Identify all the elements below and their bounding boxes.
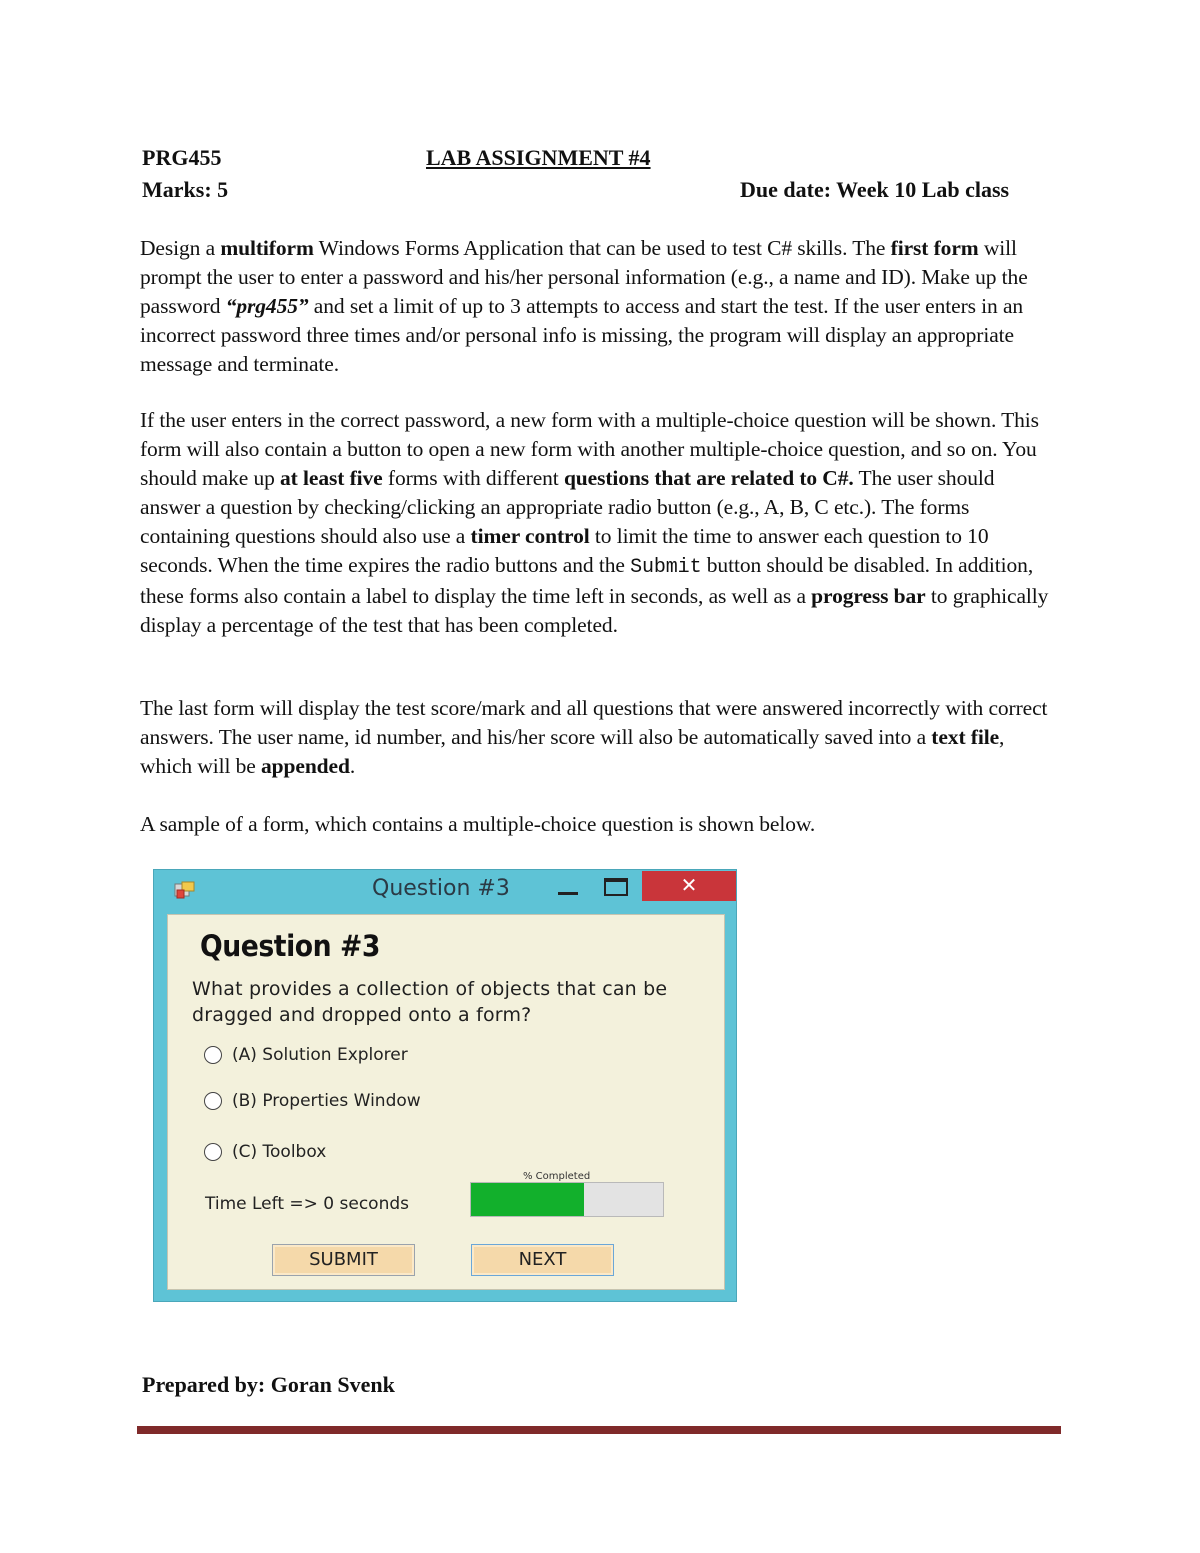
text-run: . [349, 754, 356, 778]
close-button[interactable]: ✕ [642, 871, 736, 901]
footer-rule [137, 1426, 1061, 1434]
emphasis-related-csharp: questions that are related to C#. [563, 466, 854, 490]
question-text: What provides a collection of objects that can be dragged and dropped onto a form? [192, 978, 668, 1026]
progress-bar [470, 1182, 664, 1217]
text-run: and set a limit of up to 3 attempts to access and start the test. If the user enters in an incorrect password three times and/or personal info is missing, the program will display an appropriate message and terminate. [140, 294, 1024, 376]
text-run: The last form will display the test score/mark and all questions that were answered incorrectly with correct answers. The user name, id number, and his/her score will also be automatically saved into a [140, 696, 1048, 749]
emphasis-first-form: first form [890, 236, 979, 260]
emphasis-at-least-five: at least five [280, 466, 383, 490]
emphasis-text-file: text file [931, 725, 1000, 749]
password-text: “prg455” [225, 294, 309, 318]
option-c-label: (C) Toolbox [232, 1142, 327, 1162]
option-b-label: (B) Properties Window [232, 1091, 421, 1111]
option-b-radio[interactable] [204, 1091, 421, 1111]
paragraph-intro [140, 234, 1058, 379]
radio-circle-icon [204, 1046, 222, 1064]
due-date: Due date: Week 10 Lab class [740, 177, 1010, 202]
assignment-title: LAB ASSIGNMENT #4 [426, 145, 651, 170]
prepared-by: Prepared by: Goran Svenk [142, 1372, 395, 1397]
text-run: If the user enters in the correct password, a new form with a multiple-choice question will be shown. This form will also contain a button to open a new form with another multiple-choice question, and so on. You should make up [140, 408, 1039, 490]
text-run: forms with different [382, 466, 564, 490]
option-a-radio[interactable] [204, 1045, 408, 1065]
course-code: PRG455 [142, 145, 222, 170]
text-run: , which will be [140, 725, 1005, 778]
code-submit: Submit [630, 556, 702, 579]
text-run: button should be disabled. In addition, these forms also contain a label to display the time left in seconds, as well as a [140, 553, 1034, 608]
window-title: Question #3 [372, 876, 510, 901]
text-run: Windows Forms Application that can be used to test C# skills. The [313, 236, 891, 260]
emphasis-appended: appended [261, 754, 350, 778]
text-run: Design a [140, 236, 221, 260]
option-a-label: (A) Solution Explorer [232, 1045, 408, 1065]
emphasis-multiform: multiform [220, 236, 314, 260]
radio-circle-icon [204, 1092, 222, 1110]
marks-label: Marks: 5 [142, 177, 229, 202]
next-button[interactable]: NEXT [471, 1244, 614, 1276]
paragraph-sample-intro: A sample of a form, which contains a multiple-choice question is shown below. [140, 812, 816, 836]
minimize-button[interactable] [556, 878, 580, 902]
submit-button[interactable]: SUBMIT [272, 1244, 415, 1276]
paragraph-questions [140, 406, 1058, 640]
app-icon [174, 881, 196, 901]
emphasis-timer-control: timer control [470, 524, 590, 548]
text-run: The user should answer a question by checking/clicking an appropriate radio button (e.g., A, B, C etc.). The forms containing questions should also use a [140, 466, 995, 548]
text-run: to limit the time to answer each question to 10 seconds. When the time expires the radio buttons and the [140, 524, 989, 577]
text-run: to graphically display a percentage of the test that has been completed. [140, 584, 1049, 637]
paragraph-last-form [140, 694, 1058, 781]
text-run: will prompt the user to enter a password and his/her personal information (e.g., a name and ID). Make up the password [140, 236, 1028, 318]
maximize-button[interactable] [604, 878, 628, 896]
radio-circle-icon [204, 1143, 222, 1161]
progress-caption: % Completed [523, 1171, 591, 1182]
emphasis-progress-bar: progress bar [811, 584, 926, 608]
question-heading: Question #3 [200, 929, 381, 963]
option-c-radio[interactable] [204, 1142, 326, 1162]
progress-fill [471, 1183, 584, 1216]
sample-form-window [153, 869, 737, 1302]
time-left-label: Time Left => 0 seconds [205, 1194, 409, 1214]
form-client-area [167, 914, 725, 1290]
